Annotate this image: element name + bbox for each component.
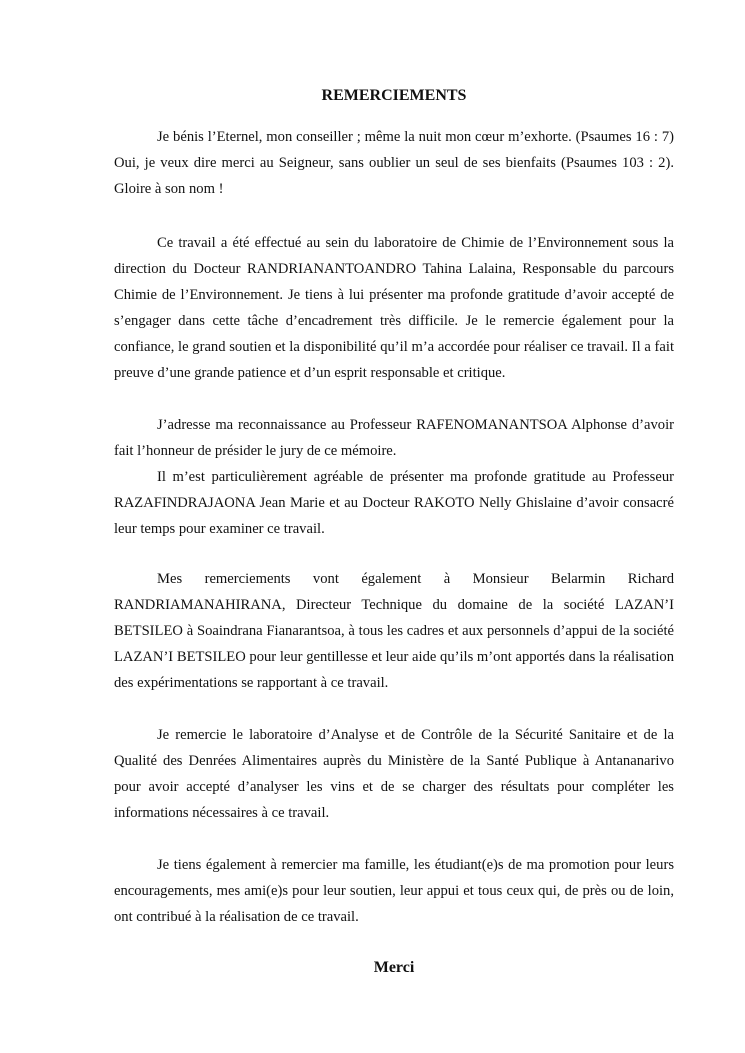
closing-word: Merci xyxy=(373,959,415,976)
paragraph-company: Mes remerciements vont également à Monsieur Belarmin Richard RANDRIAMANAHIRANA, Directeur Technique du domaine de la société LAZAN’I BETSILEO à Soaindrana Fianarantsoa, à tous les cadres et aux personnels d’appui de la société LAZAN’I BETSILEO pour leur gentillesse et leur aide qu’ils m’ont apportés dans la réalisation des expérimentations se rapportant à ce travail. xyxy=(114,571,674,691)
paragraph-faith: Je bénis l’Eternel, mon conseiller ; même la nuit mon cœur m’exhorte. (Psaumes 16 : 7) Oui, je veux dire merci au Seigneur, sans oublier un seul de ses bienfaits (Psaumes 103 : 2). Gloire à son nom ! xyxy=(114,129,674,197)
document-page xyxy=(114,0,674,1053)
paragraph-examiners: Il m’est particulièrement agréable de présenter ma profonde gratitude au Professeur RAZAFINDRAJAONA Jean Marie et au Docteur RAKOTO Nelly Ghislaine d’avoir consacré leur temps pour examiner ce travail. xyxy=(114,469,674,537)
paragraph-laboratory: Je remercie le laboratoire d’Analyse et de Contrôle de la Sécurité Sanitaire et de la Qualité des Denrées Alimentaires auprès du Ministère de la Santé Publique à Antananarivo pour avoir accepté d’analyser les vins et de se charger des résultats pour compléter les informations nécessaires à ce travail. xyxy=(114,727,674,821)
paragraph-supervisor: Ce travail a été effectué au sein du laboratoire de Chimie de l’Environnement sous la direction du Docteur RANDRIANANTOANDRO Tahina Lalaina, Responsable du parcours Chimie de l’Environnement. Je tiens à lui présenter ma profonde gratitude d’avoir accepté de s’engager dans cette tâche d’encadrement très difficile. Je le remercie également pour la confiance, le grand soutien et la disponibilité qu’il m’a accordée pour réaliser ce travail. Il a fait preuve d’une grande patience et d’un esprit responsable et critique. xyxy=(114,235,674,381)
paragraph-family: Je tiens également à remercier ma famille, les étudiant(e)s de ma promotion pour leurs encouragements, mes ami(e)s pour leur soutien, leur appui et tous ceux qui, de près ou de loin, ont contribué à la réalisation de ce travail. xyxy=(114,857,674,925)
paragraph-jury-president: J’adresse ma reconnaissance au Professeur RAFENOMANANTSOA Alphonse d’avoir fait l’honneur de présider le jury de ce mémoire. xyxy=(114,417,674,459)
page-title: REMERCIEMENTS xyxy=(321,87,467,104)
